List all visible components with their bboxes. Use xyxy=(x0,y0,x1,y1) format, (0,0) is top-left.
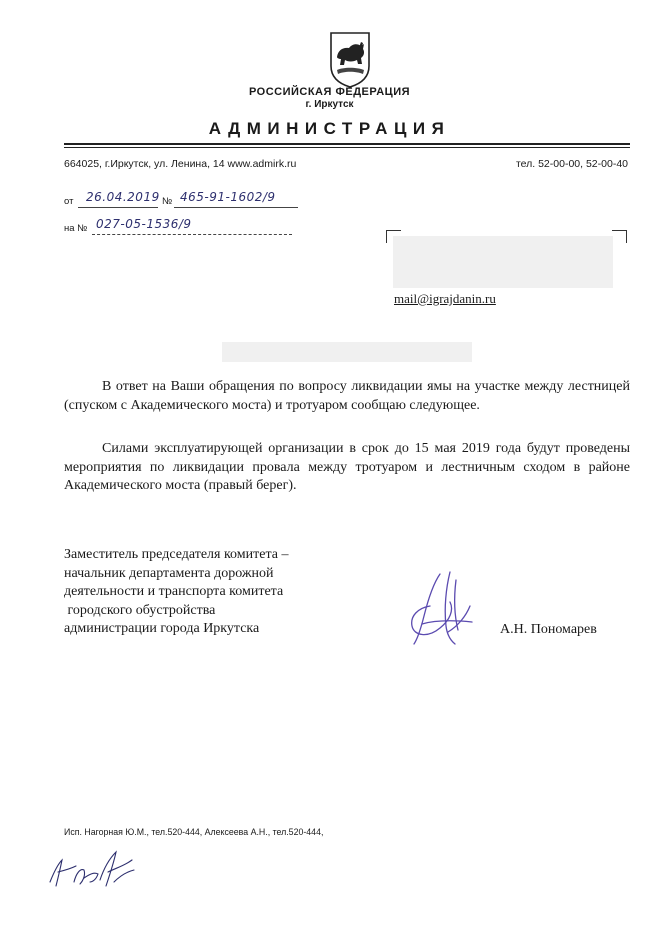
irkutsk-coat-of-arms-icon xyxy=(328,30,372,88)
handwritten-incoming-number: 027-05-1536/9 xyxy=(96,217,192,231)
handwritten-outgoing-number: 465-91-1602/9 xyxy=(180,190,276,204)
handwritten-initials-icon xyxy=(44,842,140,892)
header-divider-thick xyxy=(64,143,630,145)
signer-position-line: деятельности и транспорта комитета xyxy=(64,584,284,599)
header-divider-thin xyxy=(64,147,630,148)
country-heading: РОССИЙСКАЯ ФЕДЕРАЦИЯ xyxy=(248,86,411,98)
signer-position-line: начальник департамента дорожной xyxy=(64,565,274,581)
body-paragraph-2-text: Силами эксплуатирующей организации в срок до 15 мая 2019 года будут проведены мероприятия по ликвидации провала между тротуаром и лестничным сходом в районе Академического моста (правый берег). xyxy=(64,441,630,493)
signer-position-line: городского обустройства xyxy=(64,602,216,618)
recipient-address-redacted xyxy=(393,236,613,288)
city-heading: г. Иркутск xyxy=(305,99,354,110)
body-paragraph-1-text: В ответ на Ваши обращения по вопросу ликвидации ямы на участке между лестницей (спуском с Академического моста) и тротуаром сообщаю следующее. xyxy=(64,379,630,413)
salutation-redacted xyxy=(222,342,472,362)
date-underline xyxy=(78,207,158,208)
signer-position xyxy=(64,546,288,639)
number-underline xyxy=(174,207,298,208)
executors-note: Исп. Нагорная Ю.М., тел.520-444, Алексеева А.Н., тел.520-444, xyxy=(64,827,324,837)
recipient-email-link[interactable]: mail@igrajdanin.ru xyxy=(394,291,496,306)
signer-position-line: Заместитель председателя комитета – xyxy=(64,547,289,562)
handwritten-signature-icon xyxy=(400,566,480,652)
body-paragraph-1 xyxy=(64,378,630,415)
recipient-bracket-right xyxy=(612,230,627,243)
signer-position-line: администрации города Иркутска xyxy=(64,621,260,636)
organization-title: АДМИНИСТРАЦИЯ xyxy=(208,119,451,138)
signer-name: А.Н. Пономарев xyxy=(500,622,597,637)
organization-address: 664025, г.Иркутск, ул. Ленина, 14 www.admirk.ru xyxy=(64,158,297,170)
in-reply-underline xyxy=(92,234,292,235)
number-sign: № xyxy=(162,196,173,207)
in-reply-label: на № xyxy=(64,223,88,234)
date-label: от xyxy=(64,196,74,207)
body-paragraph-2 xyxy=(64,440,630,496)
handwritten-date: 26.04.2019 xyxy=(86,190,160,204)
organization-phones: тел. 52-00-00, 52-00-40 xyxy=(515,158,628,170)
